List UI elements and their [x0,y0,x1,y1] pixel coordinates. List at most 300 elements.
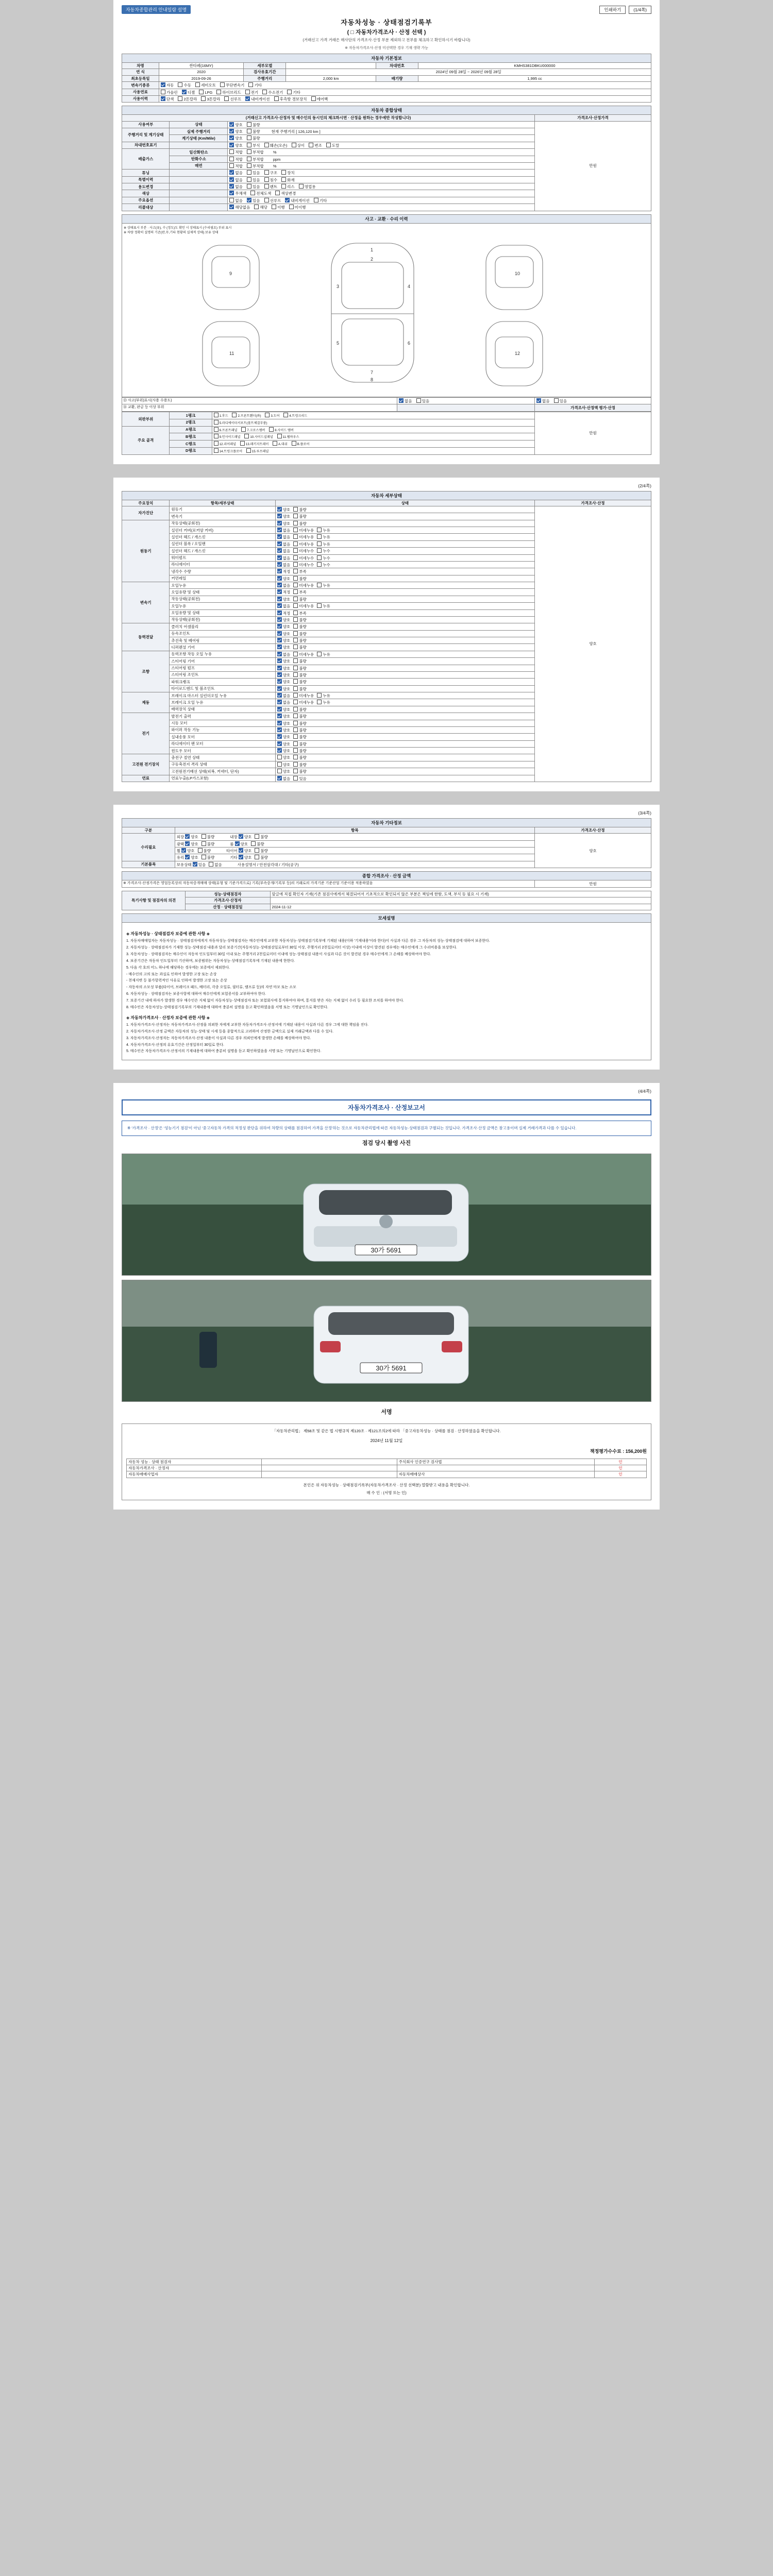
detail-options[interactable] [275,692,534,699]
checkbox-icon[interactable] [277,686,282,691]
detail-opt-0[interactable] [277,624,291,629]
detail-opt-0[interactable] [277,666,291,671]
other-options[interactable] [175,861,534,868]
checkbox-icon[interactable] [216,90,221,94]
opt-option-1[interactable] [245,96,270,101]
detail-opt-0[interactable] [277,562,291,567]
opt-trans-0[interactable] [161,82,174,88]
checkbox-icon[interactable] [229,129,234,133]
checkbox-icon[interactable] [254,205,259,209]
detail-opt-1[interactable] [293,645,307,650]
opt-purpose-4[interactable] [299,184,316,189]
detail-opt-0[interactable] [277,693,291,698]
opt-trans-3[interactable] [220,82,244,88]
detail-options[interactable] [275,671,534,678]
detail-options[interactable] [275,575,534,582]
checkbox-icon[interactable] [247,198,251,202]
checkbox-icon[interactable] [250,191,255,195]
status-opts-2[interactable] [228,135,535,142]
opt-dmg-price-0[interactable]: 없음 [536,398,550,403]
checkbox-icon[interactable] [161,82,165,87]
detail-options[interactable] [275,561,534,568]
checkbox-icon[interactable] [269,427,274,432]
detail-opt-1[interactable] [293,589,307,595]
checkbox-icon[interactable] [277,583,282,587]
detail-opt-1[interactable] [293,741,307,747]
checkbox-icon[interactable] [309,143,313,147]
part-5[interactable]: 5.라디에이터서포트(볼트체결부품) [214,420,267,426]
frm-10[interactable]: 10.사이드실패널 [244,434,273,439]
other-opt-group[interactable] [226,849,271,853]
checkbox-icon[interactable] [277,562,282,567]
detail-opt-2[interactable] [317,700,330,705]
checkbox-icon[interactable] [214,427,219,432]
detail-options[interactable] [275,596,534,602]
ext-parts-1[interactable] [212,412,534,419]
other-opt-0[interactable] [239,848,252,853]
checkbox-icon[interactable] [277,521,282,526]
checkbox-icon[interactable] [181,848,186,853]
fuel-options[interactable] [159,89,651,95]
detail-opt-1[interactable] [293,658,307,664]
other-opt-0[interactable] [235,841,248,846]
detail-opt-1[interactable] [293,583,314,588]
other-opt-1[interactable] [255,834,268,839]
checkbox-icon[interactable] [264,143,269,147]
checkbox-icon[interactable] [185,834,190,839]
detail-opt-0[interactable] [277,686,291,691]
detail-options[interactable] [275,651,534,657]
checkbox-icon[interactable] [185,855,190,859]
checkbox-icon[interactable] [264,198,269,202]
detail-opt-0[interactable] [277,576,291,581]
checkbox-icon[interactable] [277,672,282,677]
opt-history-3[interactable] [281,177,295,182]
opt-mainopt-1[interactable] [247,198,260,203]
accident-damage-opts[interactable] [397,397,535,404]
opt-status-0-1[interactable] [247,122,260,127]
checkbox-icon[interactable] [214,413,219,417]
frm-11[interactable]: 11.휠하우스 [277,434,299,439]
detail-opt-1[interactable] [293,734,307,739]
checkbox-icon[interactable] [229,184,234,189]
detail-opt-1[interactable] [293,776,307,781]
checkbox-icon[interactable] [264,184,269,189]
frm-parts-b[interactable] [212,433,534,440]
opt-mainopt-4[interactable] [314,198,327,203]
detail-opt-1[interactable] [293,597,307,602]
checkbox-icon[interactable] [264,170,269,175]
detail-options[interactable] [275,754,534,761]
detail-options[interactable] [275,748,534,754]
detail-opt-1[interactable] [293,569,307,574]
detail-opt-2[interactable] [317,603,330,608]
detail-opt-0[interactable] [277,734,291,739]
status-opts-10[interactable] [228,190,535,197]
status-opts-0[interactable] [228,121,535,128]
detail-options[interactable] [275,520,534,527]
frm-9[interactable]: 9.인사이드패널 [214,434,241,439]
opt-trans-2[interactable] [195,82,216,88]
checkbox-icon[interactable] [277,514,282,518]
checkbox-icon[interactable] [201,841,206,846]
checkbox-icon[interactable] [247,163,251,168]
checkbox-icon[interactable] [229,170,234,175]
checkbox-icon[interactable] [277,679,282,684]
opt-purpose-2[interactable] [264,184,278,189]
print-button[interactable]: 인쇄하기 [599,6,626,14]
detail-options[interactable] [275,644,534,651]
other-opt-group[interactable] [177,862,225,867]
checkbox-icon[interactable] [214,448,219,453]
detail-opt-0[interactable] [277,700,291,705]
detail-opt-2[interactable] [317,534,330,539]
opt-recall-3[interactable] [289,205,306,210]
checkbox-icon[interactable] [247,177,251,182]
detail-options[interactable] [275,589,534,596]
checkbox-icon[interactable] [247,135,251,140]
detail-options[interactable] [275,609,534,616]
detail-options[interactable] [275,740,534,747]
detail-opt-0[interactable] [277,611,291,616]
checkbox-icon[interactable] [273,441,277,446]
detail-opt-1[interactable] [293,521,307,526]
detail-options[interactable] [275,630,534,637]
detail-opt-1[interactable] [293,541,314,547]
opt-fuel-3[interactable] [216,90,241,95]
opt-tuning-3[interactable] [281,170,295,175]
detail-opt-1[interactable] [293,624,307,629]
checkbox-icon[interactable] [293,548,298,553]
checkbox-icon[interactable] [277,721,282,725]
checkbox-icon[interactable] [292,143,296,147]
other-opt-group[interactable] [230,835,271,839]
detail-opt-2[interactable] [317,583,330,588]
checkbox-icon[interactable] [277,707,282,711]
checkbox-icon[interactable] [182,90,187,94]
checkbox-icon[interactable] [229,157,234,161]
checkbox-icon[interactable] [251,841,256,846]
other-opt-group[interactable] [230,855,271,860]
other-opt-0[interactable] [185,841,198,846]
opt-fuel-4[interactable] [245,90,259,95]
other-opt-0[interactable] [185,834,198,839]
checkbox-icon[interactable] [293,569,298,573]
checkbox-icon[interactable] [277,776,282,781]
detail-opt-2[interactable] [317,693,330,698]
detail-opt-0[interactable] [277,555,291,561]
other-opt-group[interactable] [177,842,218,846]
other-options[interactable] [175,848,534,854]
checkbox-icon[interactable] [220,82,225,87]
checkbox-icon[interactable] [293,658,298,663]
frm-13[interactable]: 13.패키지트레이 [240,441,268,447]
opt-tuning-0[interactable] [229,170,243,175]
checkbox-icon[interactable] [317,652,322,656]
frm-12[interactable]: 12.리어패널 [214,441,237,447]
detail-opt-2[interactable] [317,652,330,657]
other-opt-1[interactable] [255,848,268,853]
other-opt-1[interactable] [201,841,215,846]
checkbox-icon[interactable] [299,184,304,189]
checkbox-icon[interactable] [245,90,250,94]
checkbox-icon[interactable] [277,714,282,718]
other-options[interactable] [175,834,534,840]
detail-opt-1[interactable] [293,528,314,533]
checkbox-icon[interactable] [293,707,298,711]
checkbox-icon[interactable] [277,555,282,560]
checkbox-icon[interactable] [293,686,298,691]
checkbox-icon[interactable] [293,534,298,539]
opt-history-0[interactable] [229,177,243,182]
part-1[interactable]: 1.후드 [214,413,228,418]
detail-opt-0[interactable] [277,583,291,588]
checkbox-icon[interactable] [247,184,251,189]
detail-opt-1[interactable] [293,700,314,705]
checkbox-icon[interactable] [193,862,197,867]
detail-opt-0[interactable] [277,638,291,643]
checkbox-icon[interactable] [262,90,267,94]
detail-opt-2[interactable] [317,541,330,547]
detail-opt-0[interactable] [277,507,291,512]
checkbox-icon[interactable] [209,862,213,867]
detail-options[interactable] [275,699,534,706]
opt-dmg-price-1[interactable]: 있음 [554,398,567,403]
checkbox-icon[interactable] [314,198,318,202]
checkbox-icon[interactable] [277,741,282,746]
checkbox-icon[interactable] [161,96,165,101]
detail-opt-2[interactable] [317,548,330,553]
ext-parts-2[interactable] [212,419,534,426]
checkbox-icon[interactable] [311,96,316,101]
checkbox-icon[interactable] [277,597,282,601]
detail-options[interactable] [275,726,534,733]
checkbox-icon[interactable] [293,652,298,656]
opt-paint-1[interactable] [250,191,271,196]
other-opt-0[interactable] [193,862,206,867]
checkbox-icon[interactable] [317,700,322,704]
checkbox-icon[interactable] [201,834,206,839]
other-opt-0[interactable] [239,834,252,839]
checkbox-icon[interactable] [285,198,290,202]
checkbox-icon[interactable] [317,528,322,532]
checkbox-icon[interactable] [232,413,237,417]
detail-opt-0[interactable] [277,776,291,781]
detail-options[interactable] [275,706,534,713]
detail-opt-2[interactable] [317,528,330,533]
accident-price-opts[interactable] [535,397,651,404]
opt-vin-3[interactable] [292,143,305,148]
opt-co-1[interactable]: 부적합 [247,149,264,155]
checkbox-icon[interactable] [247,143,251,147]
detail-opt-0[interactable] [277,617,291,622]
opt-smoke-0[interactable]: 적합 [229,163,243,168]
checkbox-icon[interactable] [289,205,294,209]
checkbox-icon[interactable] [214,441,219,446]
checkbox-icon[interactable] [293,666,298,670]
checkbox-icon[interactable] [277,693,282,698]
frm-14[interactable]: A.대쉬 [273,441,288,447]
checkbox-icon[interactable] [317,548,322,553]
checkbox-icon[interactable] [293,679,298,684]
checkbox-icon[interactable] [277,434,282,438]
opt-paint-0[interactable] [229,191,246,196]
checkbox-icon[interactable] [293,583,298,587]
opt-purpose-3[interactable] [281,184,295,189]
checkbox-icon[interactable] [293,589,298,594]
checkbox-icon[interactable] [277,603,282,608]
checkbox-icon[interactable] [293,528,298,532]
detail-options[interactable] [275,527,534,534]
checkbox-icon[interactable] [275,191,280,195]
checkbox-icon[interactable] [245,96,250,101]
opt-vin-2[interactable] [264,143,288,148]
detail-opt-0[interactable] [277,631,291,636]
detail-opt-1[interactable] [293,748,307,753]
opt-fuel-5[interactable] [262,90,283,95]
checkbox-icon[interactable] [201,96,206,101]
checkbox-icon[interactable] [255,834,259,839]
opt-status-2-1[interactable] [247,135,260,141]
checkbox-icon[interactable] [293,748,298,753]
detail-opt-1[interactable] [293,507,307,512]
detail-opt-1[interactable] [293,679,307,684]
status-opts-9[interactable] [228,183,535,190]
opt-dmg-1[interactable]: 있음 [416,398,430,403]
detail-options[interactable] [275,534,534,540]
checkbox-icon[interactable] [277,507,282,512]
other-options[interactable] [175,840,534,847]
opt-mainopt-3[interactable] [285,198,309,203]
checkbox-icon[interactable] [255,848,259,853]
checkbox-icon[interactable] [229,163,234,168]
other-opt-1[interactable] [201,834,215,839]
detail-opt-0[interactable] [277,755,291,760]
checkbox-icon[interactable] [281,177,286,182]
opt-trans-1[interactable] [178,82,191,88]
checkbox-icon[interactable] [277,548,282,553]
checkbox-icon[interactable] [283,413,288,417]
opt-status-0-0[interactable] [229,122,243,127]
checkbox-icon[interactable] [198,848,203,853]
checkbox-icon[interactable] [326,143,331,147]
detail-options[interactable] [275,685,534,692]
detail-opt-1[interactable] [293,603,314,608]
checkbox-icon[interactable] [277,748,282,753]
detail-opt-2[interactable] [317,555,330,561]
checkbox-icon[interactable] [246,448,251,453]
other-opt-group[interactable] [177,849,214,853]
checkbox-icon[interactable] [277,700,282,704]
checkbox-icon[interactable] [293,631,298,636]
checkbox-icon[interactable] [255,855,259,859]
detail-options[interactable] [275,713,534,720]
frm-8[interactable]: 8.사이드 멤버 [269,427,294,433]
detail-opt-1[interactable] [293,714,307,719]
status-opts-12[interactable] [228,204,535,211]
detail-options[interactable] [275,775,534,782]
checkbox-icon[interactable] [277,541,282,546]
opt-vin-4[interactable] [309,143,322,148]
frm-16[interactable]: 14.트렁크플로어 [214,448,242,454]
checkbox-icon[interactable] [293,762,298,767]
checkbox-icon[interactable] [293,727,298,732]
checkbox-icon[interactable] [224,96,229,101]
detail-opt-1[interactable] [293,727,307,733]
other-opt-1[interactable] [251,841,264,846]
checkbox-icon[interactable] [293,541,298,546]
checkbox-icon[interactable] [161,90,165,94]
opt-purpose-0[interactable] [229,184,243,189]
other-opt-group[interactable] [238,862,299,867]
detail-opt-0[interactable] [277,762,291,767]
frm-6[interactable]: 6.프론트패널 [214,427,238,433]
opt-vin-0[interactable] [229,143,243,148]
opt-mainopt-0[interactable] [229,198,243,203]
status-emission-co[interactable] [228,149,535,156]
checkbox-icon[interactable] [317,555,322,560]
detail-options[interactable] [275,734,534,740]
other-opt-1[interactable] [209,862,222,867]
checkbox-icon[interactable] [229,122,234,127]
detail-opt-0[interactable] [277,603,291,608]
detail-opt-1[interactable] [293,576,307,581]
checkbox-icon[interactable] [277,645,282,649]
checkbox-icon[interactable] [244,434,249,438]
detail-options[interactable] [275,665,534,671]
checkbox-icon[interactable] [277,611,282,615]
checkbox-icon[interactable] [277,666,282,670]
checkbox-icon[interactable] [554,398,559,403]
opt-co-0[interactable]: 적합 [229,149,243,155]
checkbox-icon[interactable] [247,170,251,175]
opt-recall-2[interactable] [272,205,285,210]
detail-opt-0[interactable] [277,748,291,753]
opt-trans-4[interactable] [248,82,262,88]
checkbox-icon[interactable] [229,205,234,209]
checkbox-icon[interactable] [293,521,298,526]
detail-opt-0[interactable] [277,741,291,747]
opt-recall-1[interactable] [254,205,267,210]
opt-vin-5[interactable] [326,143,340,148]
checkbox-icon[interactable] [277,658,282,663]
checkbox-icon[interactable] [235,841,240,846]
frm-7[interactable]: 7.크로스멤버 [241,427,265,433]
checkbox-icon[interactable] [317,603,322,608]
checkbox-icon[interactable] [277,755,282,759]
status-opts-7[interactable] [228,170,535,176]
checkbox-icon[interactable] [178,96,182,101]
checkbox-icon[interactable] [277,534,282,539]
status-emission-smoke[interactable] [228,162,535,169]
opt-history-1[interactable] [247,177,260,182]
detail-opt-1[interactable] [293,514,307,519]
detail-opt-1[interactable] [293,534,314,539]
checkbox-icon[interactable] [241,427,246,432]
checkbox-icon[interactable] [293,624,298,629]
detail-opt-0[interactable] [277,548,291,553]
checkbox-icon[interactable] [277,624,282,629]
checkbox-icon[interactable] [178,82,182,87]
checkbox-icon[interactable] [293,611,298,615]
opt-hc-0[interactable]: 적합 [229,157,243,162]
checkbox-icon[interactable] [536,398,541,403]
checkbox-icon[interactable] [293,603,298,608]
checkbox-icon[interactable] [264,177,269,182]
status-opts-11[interactable] [228,197,535,204]
checkbox-icon[interactable] [199,90,204,94]
checkbox-icon[interactable] [229,191,234,195]
